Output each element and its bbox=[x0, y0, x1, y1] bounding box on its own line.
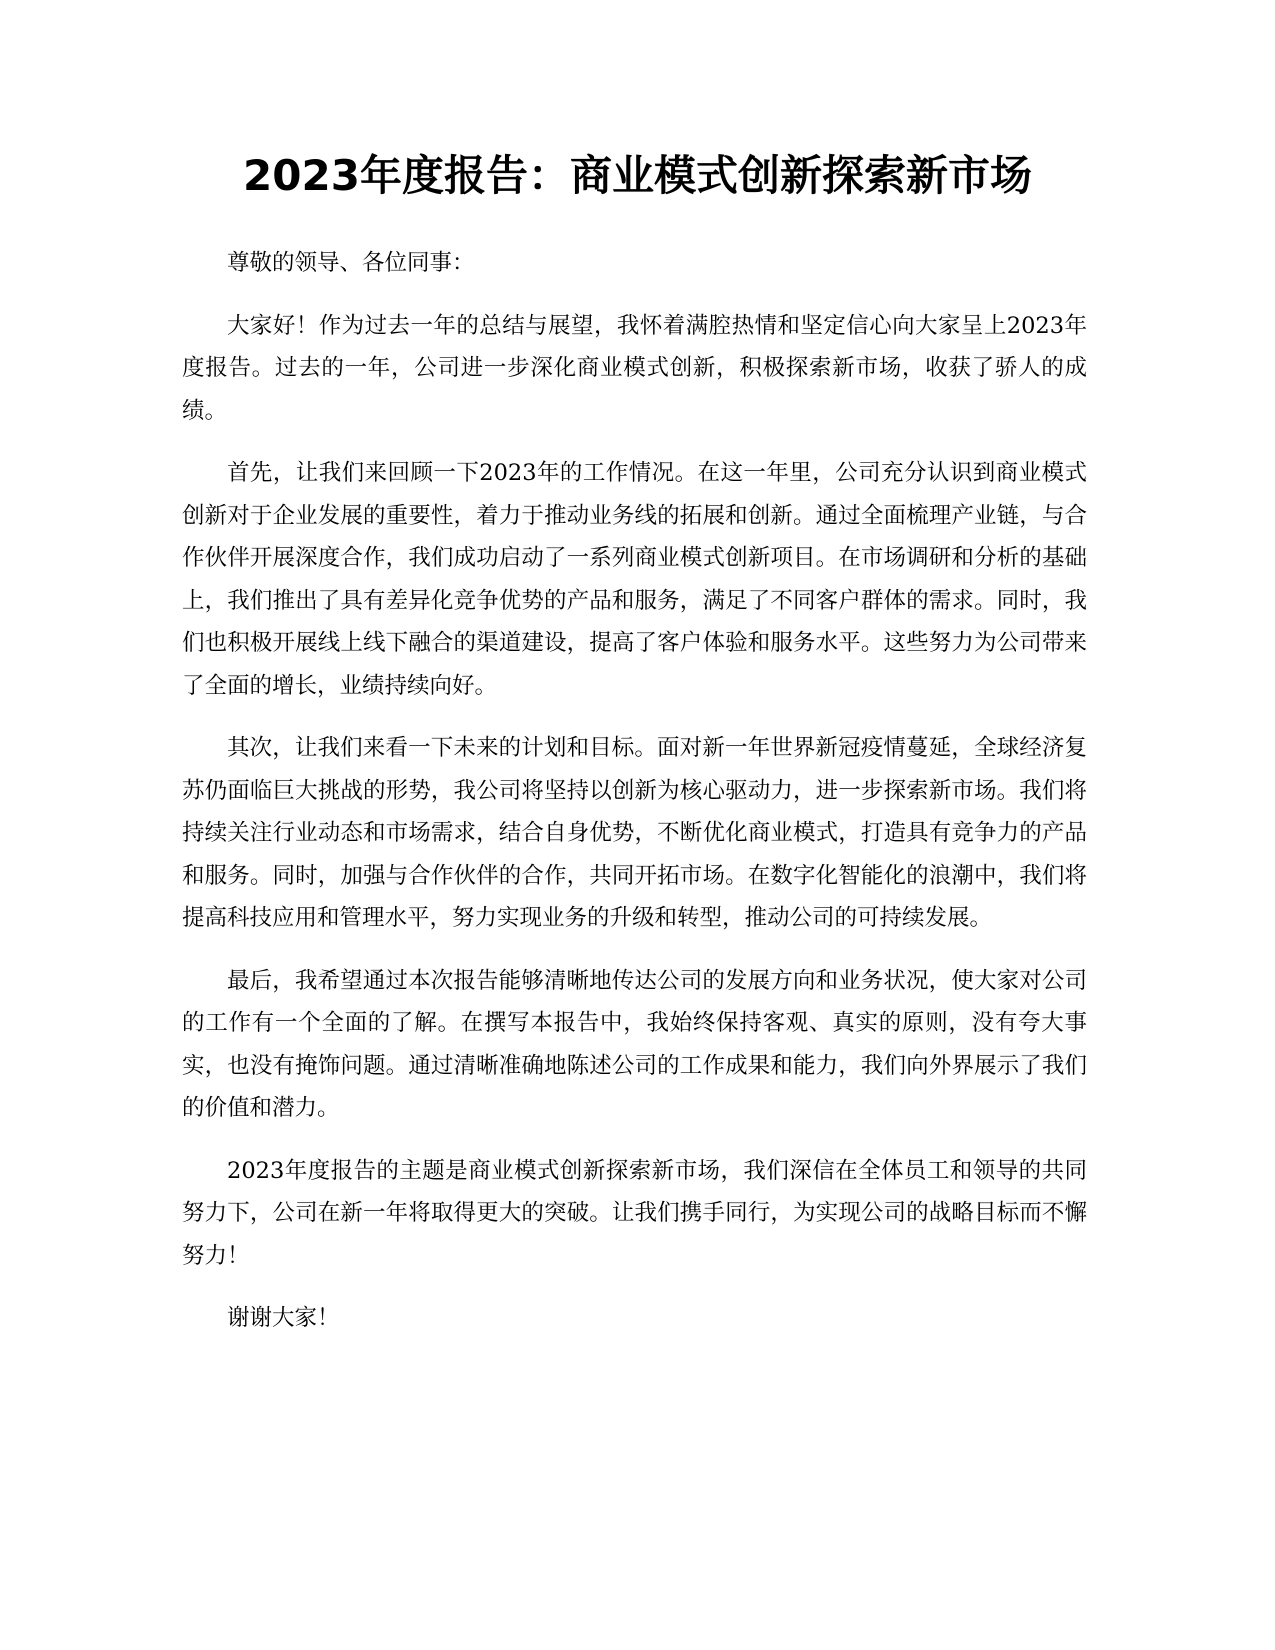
closing-paragraph: 谢谢大家！ bbox=[227, 1305, 340, 1331]
salutation-paragraph: 尊敬的领导、各位同事： bbox=[227, 250, 475, 276]
document-body bbox=[182, 242, 1087, 1360]
theme-paragraph: 2023年度报告的主题是商业模式创新探索新市场，我们深信在全体员工和领导的共同努力下，公司在新一年将取得更大的突破。让我们携手同行，为实现公司的战略目标而不懈努力！ bbox=[182, 1157, 1087, 1269]
plan-paragraph: 其次，让我们来看一下未来的计划和目标。面对新一年世界新冠疫情蔓延，全球经济复苏仍面临巨大挑战的形势，我公司将坚持以创新为核心驱动力，进一步探索新市场。我们将持续关注行业动态和市场需求，结合自身优势，不断优化商业模式，打造具有竞争力的产品和服务。同时，加强与合作伙伴的合作，共同开拓市场。在数字化智能化的浪潮中，我们将提高科技应用和管理水平，努力实现业务的升级和转型，推动公司的可持续发展。 bbox=[182, 735, 1087, 931]
review-paragraph: 首先，让我们来回顾一下2023年的工作情况。在这一年里，公司充分认识到商业模式创新对于企业发展的重要性，着力于推动业务线的拓展和创新。通过全面梳理产业链，与合作伙伴开展深度合作，我们成功启动了一系列商业模式创新项目。在市场调研和分析的基础上，我们推出了具有差异化竞争优势的产品和服务，满足了不同客户群体的需求。同时，我们也积极开展线上线下融合的渠道建设，提高了客户体验和服务水平。这些努力为公司带来了全面的增长，业绩持续向好。 bbox=[182, 460, 1087, 699]
document-title: 2023年度报告：商业模式创新探索新市场 bbox=[243, 151, 1032, 200]
purpose-paragraph: 最后，我希望通过本次报告能够清晰地传达公司的发展方向和业务状况，使大家对公司的工作有一个全面的了解。在撰写本报告中，我始终保持客观、真实的原则，没有夸大事实，也没有掩饰问题。通过清晰准确地陈述公司的工作成果和能力，我们向外界展示了我们的价值和潜力。 bbox=[182, 967, 1087, 1121]
greeting-paragraph: 大家好！作为过去一年的总结与展望，我怀着满腔热情和坚定信心向大家呈上2023年度报告。过去的一年，公司进一步深化商业模式创新，积极探索新市场，收获了骄人的成绩。 bbox=[182, 312, 1087, 424]
